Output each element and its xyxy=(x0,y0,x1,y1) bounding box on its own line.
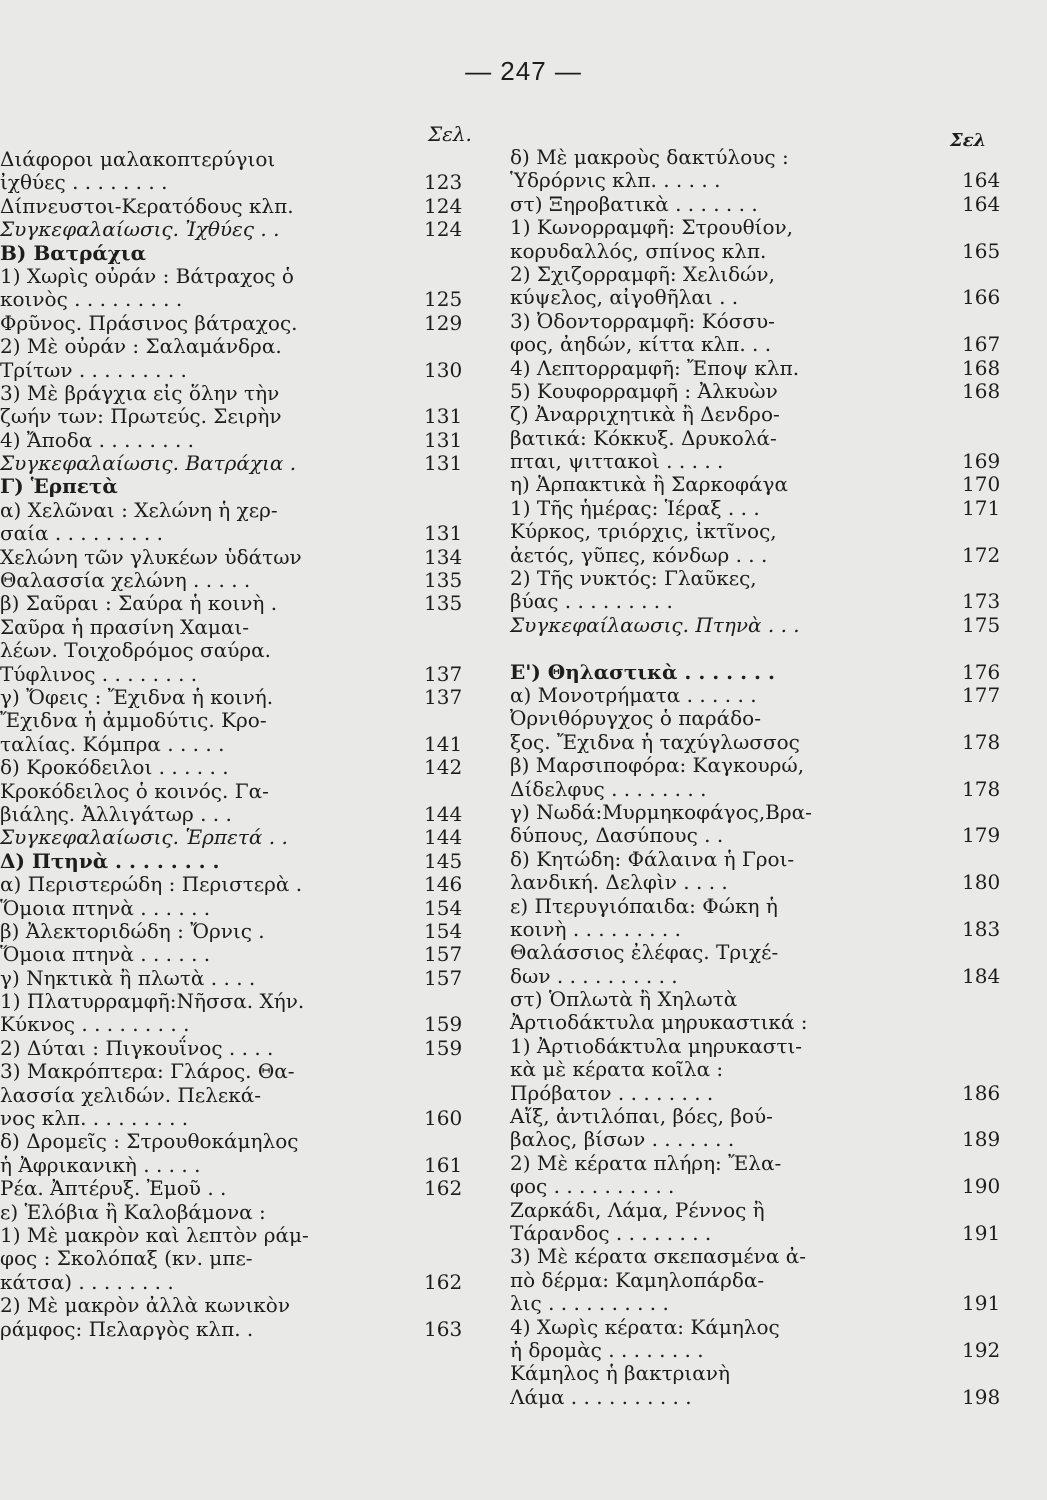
toc-entry xyxy=(0,288,480,311)
toc-entry-text: Β) Βατράχια xyxy=(0,240,146,265)
toc-entry xyxy=(0,1271,480,1294)
toc-entry xyxy=(0,967,480,990)
toc-entry-page: 141 xyxy=(424,731,463,756)
toc-entry-text: 4) Ἄποδα . . . . . . . . xyxy=(0,427,195,452)
toc-entry-text: ἡ Ἀφρικανικὴ . . . . . xyxy=(0,1152,201,1177)
toc-entry-text: κοινὸς . . . . . . . . . xyxy=(0,287,183,312)
left-entries xyxy=(0,148,480,1341)
toc-entry-text: Κύκνος . . . . . . . . . xyxy=(0,1012,190,1037)
toc-entry-text: κάτσα) . . . . . . . . xyxy=(0,1269,174,1294)
toc-entry-text: γ) Ὄφεις : Ἔχιδνα ἡ κοινή. xyxy=(0,684,274,709)
toc-entry xyxy=(510,286,1040,309)
toc-entry-text: ξος. Ἔχιδνα ἡ ταχύγλωσσος xyxy=(510,729,800,754)
toc-entry-text: πται, ψιττακοὶ . . . . . xyxy=(510,449,724,474)
toc-entry-text: λις . . . . . . . . . . xyxy=(510,1291,669,1316)
toc-entry-text: Ε') Θηλαστικὰ . . . . . . . xyxy=(510,659,775,684)
toc-entry-page: 144 xyxy=(424,825,463,850)
toc-entry-text: Δίπνευστοι-Κερατόδους κλπ. xyxy=(0,193,294,218)
toc-entry xyxy=(510,1152,1040,1175)
toc-entry-text: Ἔχιδνα ἡ ἀμμοδύτις. Κρο- xyxy=(0,708,267,733)
toc-entry xyxy=(0,897,480,920)
toc-entry-page: 176 xyxy=(962,659,1001,684)
toc-entry xyxy=(0,569,480,592)
toc-entry-text: Τρίτων . . . . . . . . . xyxy=(0,357,187,382)
toc-entry-text: Ζαρκάδι, Λάμα, Ρέννος ἢ xyxy=(510,1197,765,1222)
toc-entry xyxy=(0,920,480,943)
toc-entry-text: βύας . . . . . . . . . xyxy=(510,589,673,614)
toc-entry-page: 124 xyxy=(424,217,463,242)
toc-entry xyxy=(0,1247,480,1270)
toc-entry xyxy=(510,1011,1040,1034)
toc-entry-text: Διάφοροι μαλακοπτερύγιοι xyxy=(0,147,276,171)
toc-entry-text: δων . . . . . . . . . . xyxy=(510,963,678,988)
toc-entry xyxy=(510,684,1040,707)
toc-entry-page: 160 xyxy=(424,1106,463,1131)
toc-entry-text: Δ) Πτηνὰ . . . . . . . . xyxy=(0,848,220,873)
toc-entry-text: Φρῦνος. Πράσινος βάτραχος. xyxy=(0,310,298,335)
toc-entry-text: β) Σαῦραι : Σαύρα ἡ κοινὴ . xyxy=(0,591,278,616)
toc-entry xyxy=(510,895,1040,918)
toc-entry-text: Τύφλινος . . . . . . . . xyxy=(0,661,198,686)
toc-entry xyxy=(0,1084,480,1107)
toc-entry-text: 1) Ἀρτιοδάκτυλα μηρυκαστι- xyxy=(510,1033,803,1058)
toc-entry xyxy=(510,1292,1040,1315)
toc-entry-page: 189 xyxy=(962,1127,1001,1152)
toc-entry xyxy=(0,592,480,615)
toc-entry-page: 154 xyxy=(424,918,463,943)
toc-entry-text: λασσία χελιδών. Πελεκά- xyxy=(0,1082,262,1107)
toc-entry-page: 191 xyxy=(962,1220,1001,1245)
toc-entry-text: Συγκεφαλαίωσις. Βατράχια . xyxy=(0,451,297,476)
toc-entry-text: κύψελος, αἰγοθῆλαι . . xyxy=(510,285,739,310)
toc-entry-text: 2) Τῆς νυκτός: Γλαῦκες, xyxy=(510,566,757,591)
toc-entry-page: 172 xyxy=(962,542,1001,567)
toc-entry-page: 169 xyxy=(962,449,1001,474)
toc-entry-text: 1) Πλατυρραμφῆ:Νῆσσα. Χήν. xyxy=(0,989,305,1014)
toc-entry-page: 125 xyxy=(424,287,463,312)
toc-entry xyxy=(0,522,480,545)
toc-entry xyxy=(0,335,480,358)
toc-entry xyxy=(0,709,480,732)
toc-entry-page: 180 xyxy=(962,870,1001,895)
toc-entry xyxy=(0,148,480,171)
toc-entry xyxy=(0,943,480,966)
toc-entry xyxy=(510,263,1040,286)
toc-entry-text: ταλίας. Κόμπρα . . . . . xyxy=(0,731,225,756)
toc-entry-page: 168 xyxy=(962,355,1001,380)
toc-entry xyxy=(510,824,1040,847)
toc-entry-page: 167 xyxy=(962,332,1001,357)
toc-entry xyxy=(0,1201,480,1224)
toc-entry-text: δύπους, Δασύπους . . xyxy=(510,823,724,848)
toc-entry-text: δ) Δρομεῖς : Στρουθοκάμηλος xyxy=(0,1129,299,1154)
toc-entry xyxy=(510,380,1040,403)
toc-entry xyxy=(510,427,1040,450)
toc-entry xyxy=(510,637,1040,660)
toc-entry-text: 1) Χωρὶς οὐράν : Βάτραχος ὁ xyxy=(0,263,294,288)
toc-entry-text: δ) Κροκόδειλοι . . . . . . xyxy=(0,755,229,780)
toc-entry-page: 131 xyxy=(424,404,463,429)
toc-entry-text: γ) Νωδά:Μυρμηκοφάγος,Βρα- xyxy=(510,799,812,824)
toc-entry xyxy=(510,1058,1040,1081)
toc-entry-text: ράμφος: Πελαργὸς κλπ. . xyxy=(0,1316,254,1341)
toc-entry-page: 159 xyxy=(424,1012,463,1037)
toc-entry xyxy=(0,990,480,1013)
toc-entry xyxy=(0,359,480,382)
toc-entry-text: 4) Λεπτορραμφῆ: Ἔποψ κλπ. xyxy=(510,355,800,380)
toc-entry-text: φος, ἀηδών, κίττα κλπ. . . xyxy=(510,332,772,357)
toc-entry-text: Θαλάσσιος ἐλέφας. Τριχέ- xyxy=(510,940,779,965)
toc-entry xyxy=(510,661,1040,684)
toc-entry xyxy=(0,873,480,896)
toc-entry xyxy=(0,850,480,873)
toc-entry-text: κοινὴ . . . . . . . . . xyxy=(510,916,681,941)
toc-entry-page: 159 xyxy=(424,1035,463,1060)
toc-entry-page: 163 xyxy=(424,1316,463,1341)
toc-entry xyxy=(0,1154,480,1177)
toc-entry-page: 175 xyxy=(962,612,1001,637)
toc-entry xyxy=(510,1175,1040,1198)
toc-entry-text: πὸ δέρμα: Καμηλοπάρδα- xyxy=(510,1267,765,1292)
toc-entry-page: 124 xyxy=(424,193,463,218)
toc-entry-text: σαία . . . . . . . . . xyxy=(0,521,163,546)
toc-entry-page: 164 xyxy=(962,191,1001,216)
toc-entry-page: 166 xyxy=(962,285,1001,310)
toc-entry xyxy=(510,146,1040,169)
toc-entry-text: φος . . . . . . . . . . xyxy=(510,1174,675,1199)
toc-entry-text: ἰχθύες . . . . . . . . xyxy=(0,170,168,195)
toc-entry-page: 170 xyxy=(962,472,1001,497)
toc-entry xyxy=(510,1269,1040,1292)
toc-entry-text: Ἀρτιοδάκτυλα μηρυκαστικά : xyxy=(510,1010,808,1035)
toc-entry xyxy=(0,733,480,756)
toc-entry xyxy=(510,918,1040,941)
toc-entry xyxy=(510,871,1040,894)
toc-entry xyxy=(510,1035,1040,1058)
toc-entry xyxy=(0,1294,480,1317)
toc-entry xyxy=(0,1224,480,1247)
toc-entry-text: 3) Ὀδοντορραμφῆ: Κόσσυ- xyxy=(510,308,775,333)
toc-entry-page: 162 xyxy=(424,1269,463,1294)
toc-entry-page: 131 xyxy=(424,427,463,452)
toc-entry-page: 168 xyxy=(962,378,1001,403)
toc-entry-page: 130 xyxy=(424,357,463,382)
toc-entry-text: Δίδελφυς . . . . . . . . xyxy=(510,776,707,801)
toc-entry-text: ζωήν των: Πρωτεύς. Σειρὴν xyxy=(0,404,282,429)
toc-entry xyxy=(510,473,1040,496)
toc-entry xyxy=(0,663,480,686)
toc-entry-text: β) Ἀλεκτοριδώδη : Ὄρνις . xyxy=(0,918,265,943)
toc-entry-page: 179 xyxy=(962,823,1001,848)
toc-entry-text: 5) Κουφορραμφῆ : Ἀλκυὼν xyxy=(510,378,778,403)
toc-entry xyxy=(510,754,1040,777)
toc-entry xyxy=(510,1362,1040,1385)
toc-entry xyxy=(510,1082,1040,1105)
toc-entry-text: 3) Μὲ βράγχια εἰς ὅλην τὴν xyxy=(0,380,280,405)
toc-entry xyxy=(510,240,1040,263)
toc-entry-text: βιάλης. Ἀλλιγάτωρ . . . xyxy=(0,801,232,826)
toc-entry xyxy=(510,941,1040,964)
toc-entry-text: Λάμα . . . . . . . . . . xyxy=(510,1384,692,1409)
toc-entry xyxy=(510,1386,1040,1409)
toc-entry xyxy=(510,1339,1040,1362)
toc-entry xyxy=(0,475,480,498)
toc-entry-page: 165 xyxy=(962,238,1001,263)
toc-entry-text: ἀετός, γῦπες, κόνδωρ . . . xyxy=(510,542,768,567)
toc-entry xyxy=(0,1107,480,1130)
toc-entry-page: 173 xyxy=(962,589,1001,614)
toc-entry xyxy=(510,333,1040,356)
toc-entry-text: 4) Χωρὶς κέρατα: Κάμηλος xyxy=(510,1314,780,1339)
toc-entry-page: 135 xyxy=(424,568,463,593)
toc-entry xyxy=(510,357,1040,380)
toc-entry-text: 2) Μὲ μακρὸν ἀλλὰ κωνικὸν xyxy=(0,1293,290,1318)
toc-entry-text: Γ) Ἑρπετὰ xyxy=(0,474,118,499)
toc-entry-text: Συγκεφαλαίωσις. Ἰχθύες . . xyxy=(0,217,280,242)
toc-entry-page: 191 xyxy=(962,1291,1001,1316)
toc-entry xyxy=(510,988,1040,1011)
toc-entry-text: Ὑδρόρνις κλπ. . . . . . xyxy=(510,168,721,193)
toc-entry xyxy=(510,310,1040,333)
toc-entry xyxy=(0,499,480,522)
toc-entry-page: 154 xyxy=(424,895,463,920)
toc-entry-page: 157 xyxy=(424,942,463,967)
toc-entry-page: 171 xyxy=(962,495,1001,520)
toc-entry xyxy=(510,848,1040,871)
toc-entry-text: 3) Μὲ κέρατα σκεπασμένα ἀ- xyxy=(510,1244,806,1269)
toc-entry-text: 1) Μὲ μακρὸν καὶ λεπτὸν ράμ- xyxy=(0,1222,309,1247)
toc-entry-text: βατικά: Κόκκυξ. Δρυκολά- xyxy=(510,425,777,450)
toc-entry-text: Ρέα. Ἀπτέρυξ. Ἐμοῦ . . xyxy=(0,1176,227,1201)
toc-entry xyxy=(0,1130,480,1153)
toc-entry xyxy=(0,616,480,639)
toc-entry-page: 146 xyxy=(424,872,463,897)
toc-entry-page: 131 xyxy=(424,521,463,546)
toc-entry xyxy=(0,1060,480,1083)
toc-entry-text: η) Ἁρπακτικὰ ἢ Σαρκοφάγα xyxy=(510,472,789,497)
right-entries xyxy=(510,146,1040,1409)
toc-entry-page: 162 xyxy=(424,1176,463,1201)
toc-entry-text: δ) Μὲ μακροὺς δακτύλους : xyxy=(510,145,789,169)
toc-entry-text: κορυδαλλός, σπίνος κλπ. xyxy=(510,238,767,263)
toc-entry-page: 145 xyxy=(424,848,463,873)
toc-entry-text: ε) Πτερυγιόπαιδα: Φώκη ἡ xyxy=(510,893,778,918)
toc-entry-page: 123 xyxy=(424,170,463,195)
toc-entry-text: 2) Μὲ κέρατα πλήρη: Ἔλα- xyxy=(510,1150,782,1175)
toc-entry xyxy=(0,686,480,709)
toc-entry xyxy=(0,265,480,288)
toc-entry xyxy=(510,403,1040,426)
toc-entry xyxy=(0,1177,480,1200)
toc-entry-text: Κάμηλος ἡ βακτριανὴ xyxy=(510,1361,730,1386)
toc-entry-text: Κροκόδειλος ὁ κοινός. Γα- xyxy=(0,778,269,803)
toc-entry xyxy=(0,429,480,452)
toc-entry xyxy=(510,544,1040,567)
toc-entry-text: α) Μονοτρήματα . . . . . . xyxy=(510,682,757,707)
toc-entry xyxy=(0,1037,480,1060)
toc-entry-text: λέων. Τοιχοδρόμος σαύρα. xyxy=(0,638,271,663)
toc-entry-page: 135 xyxy=(424,591,463,616)
toc-entry xyxy=(0,803,480,826)
toc-entry-text: α) Περιστερώδη : Περιστερὰ . xyxy=(0,872,303,897)
toc-entry xyxy=(0,405,480,428)
toc-entry xyxy=(0,195,480,218)
toc-entry xyxy=(510,450,1040,473)
toc-entry-page: 137 xyxy=(424,684,463,709)
toc-entry xyxy=(0,639,480,662)
toc-entry-page: 186 xyxy=(962,1080,1001,1105)
toc-entry xyxy=(510,1245,1040,1268)
toc-entry-text: Κύρκος, τριόρχις, ἰκτῖνος, xyxy=(510,519,777,544)
toc-entry xyxy=(510,567,1040,590)
toc-entry-text: γ) Νηκτικὰ ἢ πλωτὰ . . . . xyxy=(0,965,256,990)
toc-entry-page: 177 xyxy=(962,682,1001,707)
toc-entry xyxy=(510,590,1040,613)
toc-entry xyxy=(510,1128,1040,1151)
toc-entry-page: 178 xyxy=(962,776,1001,801)
toc-entry-text: ε) Ἑλόβια ἢ Καλοβάμονα : xyxy=(0,1199,266,1224)
toc-entry-text: στ) Ὁπλωτὰ ἢ Χηλωτὰ xyxy=(510,987,738,1012)
page-number: — 247 — xyxy=(465,56,582,86)
toc-entry-text: β) Μαρσιποφόρα: Καγκουρώ, xyxy=(510,753,805,778)
toc-entry xyxy=(0,756,480,779)
toc-entry xyxy=(510,1316,1040,1339)
toc-entry-text: Θαλασσία χελώνη . . . . . xyxy=(0,568,251,593)
toc-entry-page: 142 xyxy=(424,755,463,780)
toc-entry-page: 184 xyxy=(962,963,1001,988)
toc-entry-text: ζ) Ἀναρριχητικὰ ἢ Δενδρο- xyxy=(510,402,780,427)
toc-entry-page: 178 xyxy=(962,729,1001,754)
toc-entry-text: Ὅμοια πτηνὰ . . . . . . xyxy=(0,942,211,967)
toc-entry-page: 198 xyxy=(962,1384,1001,1409)
toc-entry-page: 183 xyxy=(962,916,1001,941)
toc-entry xyxy=(0,452,480,475)
toc-entry xyxy=(510,801,1040,824)
toc-entry xyxy=(510,731,1040,754)
toc-entry xyxy=(0,242,480,265)
toc-entry xyxy=(0,218,480,241)
toc-entry-text: 2) Σχιζορραμφῆ: Χελιδών, xyxy=(510,261,775,286)
toc-entry-page: 129 xyxy=(424,310,463,335)
right-page-header: Σελ xyxy=(950,130,987,151)
toc-entry xyxy=(0,382,480,405)
toc-entry-page: 190 xyxy=(962,1174,1001,1199)
toc-entry-text: Ὀρνιθόρυγχος ὁ παράδο- xyxy=(510,706,761,731)
toc-entry-text: 2) Δύται : Πιγκουΐνος . . . . xyxy=(0,1035,274,1060)
toc-entry-text: λανδική. Δελφὶν . . . . xyxy=(510,870,728,895)
toc-entry xyxy=(510,707,1040,730)
toc-entry-text: 2) Μὲ οὐράν : Σαλαμάνδρα. xyxy=(0,334,282,359)
toc-entry-text: βαλος, βίσων . . . . . . . xyxy=(510,1127,735,1152)
toc-entry-page: 161 xyxy=(424,1152,463,1177)
toc-entry-text: Συγκεφαίλαωσις. Πτηνὰ . . . xyxy=(510,612,800,637)
toc-entry xyxy=(510,520,1040,543)
toc-entry xyxy=(510,1222,1040,1245)
toc-entry-text: 3) Μακρόπτερα: Γλάρος. Θα- xyxy=(0,1059,295,1084)
toc-entry xyxy=(0,171,480,194)
toc-entry-page: 137 xyxy=(424,661,463,686)
toc-entry xyxy=(510,1105,1040,1128)
toc-entry-text: α) Χελῶναι : Χελώνη ἡ χερ- xyxy=(0,497,278,522)
toc-entry xyxy=(510,778,1040,801)
toc-entry-page: 134 xyxy=(424,544,463,569)
toc-entry xyxy=(510,1199,1040,1222)
toc-entry xyxy=(0,826,480,849)
toc-entry-text: Ὅμοια πτηνὰ . . . . . . xyxy=(0,895,211,920)
toc-entry xyxy=(0,1318,480,1341)
toc-entry xyxy=(510,614,1040,637)
toc-entry-text: 1) Κωνορραμφῆ: Στρουθίον, xyxy=(510,215,794,240)
toc-entry xyxy=(510,497,1040,520)
toc-entry-text: 1) Τῆς ἡμέρας: Ἱέραξ . . . xyxy=(510,495,760,520)
toc-entry-text: Αἴξ, ἀντιλόπαι, βόες, βού- xyxy=(510,1104,773,1129)
toc-entry xyxy=(510,193,1040,216)
toc-entry xyxy=(510,216,1040,239)
toc-entry xyxy=(0,312,480,335)
toc-entry-page: 164 xyxy=(962,168,1001,193)
toc-entry-text: Τάρανδος . . . . . . . . xyxy=(510,1220,712,1245)
toc-entry xyxy=(510,965,1040,988)
toc-entry-page: 192 xyxy=(962,1337,1001,1362)
toc-entry-text: Σαῦρα ἡ πρασίνη Χαμαι- xyxy=(0,614,250,639)
toc-entry-text: κὰ μὲ κέρατα κοῖλα : xyxy=(510,1057,724,1082)
toc-entry-text: νος κλπ. . . . . . . . . xyxy=(0,1106,189,1131)
toc-entry-page: 131 xyxy=(424,451,463,476)
toc-entry-text: δ) Κητώδη: Φάλαινα ἡ Γροι- xyxy=(510,846,795,871)
toc-entry xyxy=(510,169,1040,192)
toc-entry-text: Συγκεφαλαίωσις. Ἑρπετά . . xyxy=(0,825,288,850)
toc-entry-page: 144 xyxy=(424,801,463,826)
toc-entry xyxy=(0,1013,480,1036)
toc-entry-text: Χελώνη τῶν γλυκέων ὑδάτων xyxy=(0,544,302,569)
toc-entry xyxy=(0,780,480,803)
toc-entry xyxy=(0,546,480,569)
left-page-header: Σελ. xyxy=(428,122,472,146)
toc-entry-text: στ) Ξηροβατικὰ . . . . . . . xyxy=(510,191,758,216)
toc-entry-text: ἡ δρομὰς . . . . . . . . xyxy=(510,1337,704,1362)
toc-entry-text: φος : Σκολόπαξ (κν. μπε- xyxy=(0,1246,253,1271)
toc-entry-text: Πρόβατον . . . . . . . . xyxy=(510,1080,714,1105)
toc-entry-page: 157 xyxy=(424,965,463,990)
